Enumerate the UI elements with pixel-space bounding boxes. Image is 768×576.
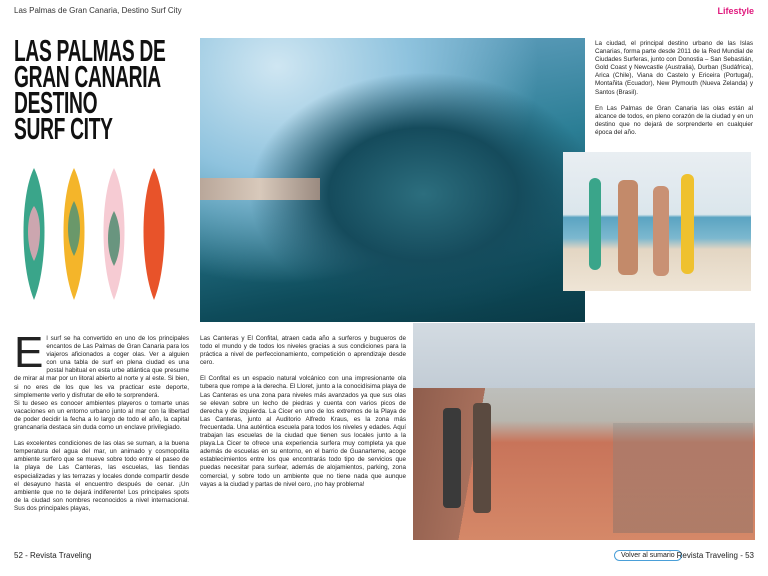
surfer-wave-photo [200, 38, 585, 322]
surfers-beach-photo [563, 152, 751, 291]
paragraph: En Las Palmas de Gran Canaria las olas están al alcance de todos, en pleno corazón de la ciudad y en un destino que no dejará de sorprenderte en cualquier época del año. [595, 104, 753, 136]
paragraph: Si tu deseo es conocer ambientes playeros o tomarte unas vacaciones en un entorno urbano junto al mar con la libertad de poder decidir la fecha a lo largo de todo el año, la capital grancanaria destaca sin duda como un enclave privilegiado. [14, 399, 189, 432]
column-2 [200, 335, 406, 497]
left-page-number: 52 - Revista Traveling [14, 551, 92, 560]
title-line: GRAN CANARIA [14, 59, 161, 94]
column-3 [595, 40, 753, 145]
paragraph: l surf se ha convertido en uno de los principales encantos de Las Palmas de Gran Canaria para los viajeros aficionados a coger olas. Ver a alguien con una tabla de surf en plena ciudad es una postal habitual en esta urbe atlántica que presume de mirar al mar por un litoral abierto al norte y al este. Si bien, si no eres de los que les va practicar este deporte, simplemente verlo y disfrutar de ello te sorprenderá. [14, 335, 189, 399]
surfboards-illustration [14, 166, 174, 302]
title-line: SURF CITY [14, 111, 113, 146]
paragraph: Las excelentes condiciones de las olas se suman, a la buena temperatura del agua del mar, un animado y cosmopolita ambiente surfero que se mueve sobre todo entre el paseo de la playa de Las Canteras, las escuelas, las tiendas especializadas y las terrazas y locales donde compartir desde el desayuno hasta el encuentro después de cenar. ¡Un ambiente que no te dejará indiferente! Los principales spots de la ciudad son nombres reconocidos a nivel internacional. Sus dos principales playas, [14, 440, 189, 512]
promenade-photo [413, 323, 755, 540]
running-title: Las Palmas de Gran Canaria, Destino Surf City [14, 6, 182, 15]
column-1 [14, 328, 189, 521]
right-page-number: Revista Traveling - 53 [676, 551, 754, 560]
back-to-contents-button[interactable]: Volver al sumario [614, 550, 682, 561]
article-title [14, 33, 175, 146]
title-line: DESTINO [14, 85, 98, 120]
paragraph: Las Canteras y El Confital, atraen cada año a surferos y bugueros de todo el mundo y de todos los niveles gracias a sus condiciones para la práctica a nivel de perfeccionamiento, competición o aprendizaje desde cero. [200, 335, 406, 367]
title-line: LAS PALMAS DE [14, 33, 166, 68]
drop-cap: E [14, 328, 44, 377]
paragraph: La ciudad, el principal destino urbano de las Islas Canarias, forma parte desde 2011 de la Red Mundial de Ciudades Surferas, junto con Donostia – San Sebastián, Gold Coast y Newcastle (Australia), Durban (Sudáfrica), Arica (Chile), Viana do Castelo y Ericeira (Portugal), Montañita (Ecuador), New Plymouth (Nueva Zelanda) y Santos (Brasil). [595, 40, 753, 96]
section-label: Lifestyle [717, 6, 754, 16]
paragraph: El Confital es un espacio natural volcánico con una impresionante ola tubera que rompe a la derecha. El Lloret, junto a la conocidísima playa de Las Canteras es una zona para niveles más avanzados ya que sus olas se elevan sobre un lecho de piedras y cuenta con varios picos de derecha y de izquierda. La Cicer en uno de los extremos de la Playa de Las Canteras, junto al Auditorio Alfredo Kraus, es la zona más frecuentada. Una auténtica escuela para todos los niveles y edades. Aquí trabajan las escuelas de la ciudad que tienen sus locales junto a la playa.La Cicer te ofrece una experiencia surfera muy completa ya que además de escuelas en su entorno, en el barrio de Guanarteme, acoge establecimientos entre los que encontrarás todo tipo de servicios que puedas necesitar para surfear, además de alojamientos, parking, zona comercial, y sobre todo un ambiente que no tiene nada que aunque vayas a la ciudad y partas de nivel cero, ¡no hay problema! [200, 375, 406, 488]
